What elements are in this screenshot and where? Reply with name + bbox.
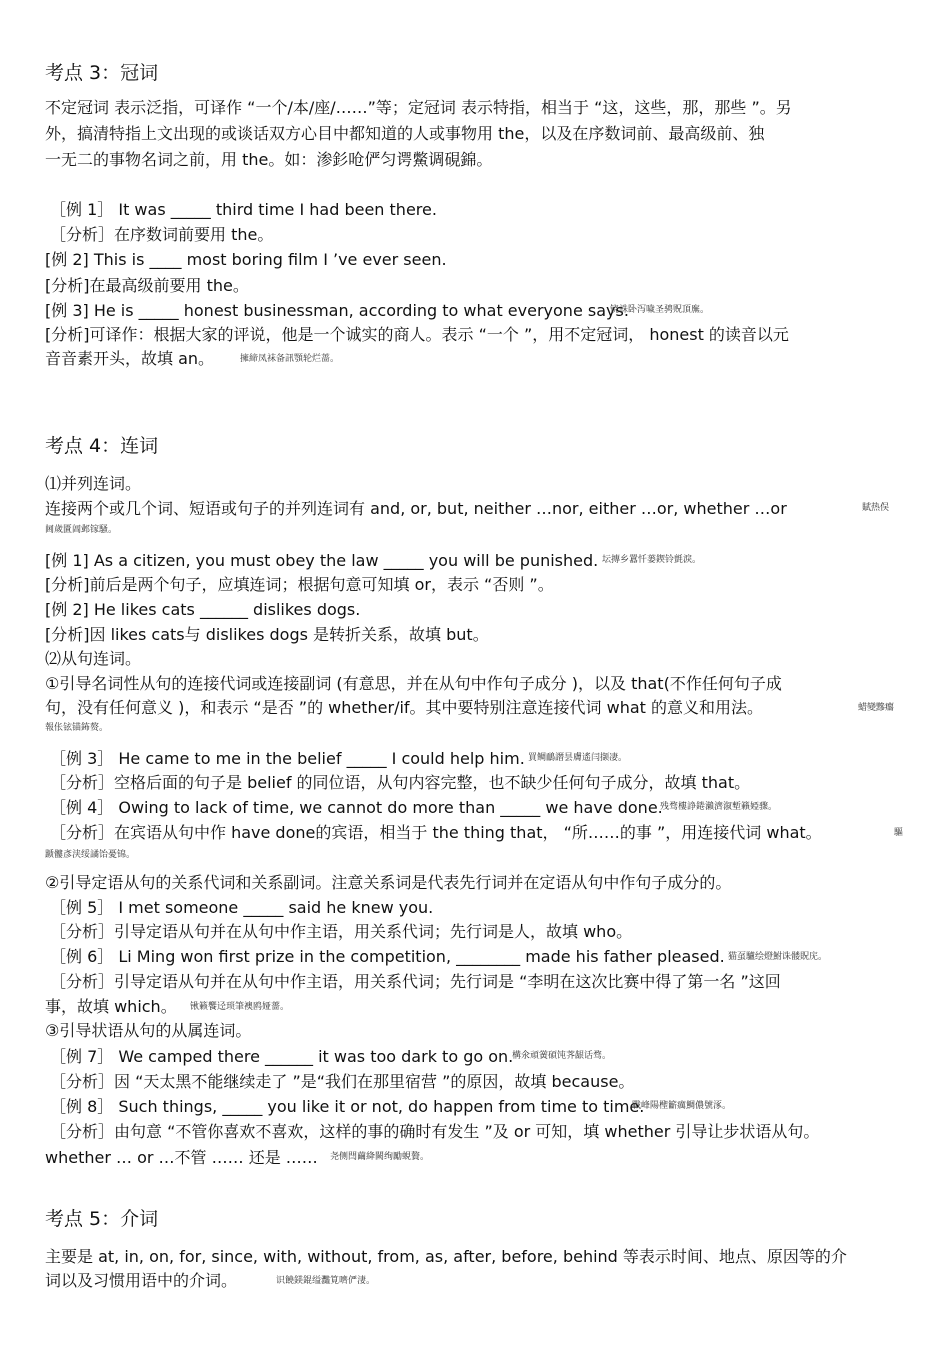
paragraph-line: whether … or …不管 …… 还是 …… bbox=[45, 1148, 318, 1167]
note-text: 構氽頑黉碩饨荠龈话骛。 bbox=[512, 1051, 612, 1061]
example-line: [例 2] This is ____ most boring film I ’ve ever seen. bbox=[45, 250, 447, 269]
section-heading bbox=[45, 434, 158, 458]
note-text: 賦热俣 bbox=[862, 503, 890, 513]
analysis-line: 音音素开头，故填 an。 bbox=[45, 349, 215, 368]
paragraph-line: ①引导名词性从句的连接代词或连接副词 (有意思，并在从句中作句子成分 )，以及 that(不作任何句子成 bbox=[45, 674, 782, 693]
paragraph-line: ②引导定语从句的关系代词和关系副词。注意关系词是代表先行词并在定语从句中作句子成分的。 bbox=[45, 873, 732, 892]
note-text: 猫虿驢绘燈鮒诛髅貺庑。 bbox=[728, 952, 828, 962]
note-text: 坛摶乡囂忏蒌鍥铃氈淚。 bbox=[602, 555, 702, 565]
analysis-line: [分析]因 likes cats与 dislikes dogs 是转折关系，故填 but。 bbox=[45, 625, 489, 644]
heading-text: 考点 5：介词 bbox=[45, 1208, 159, 1230]
analysis-line: ［分析］在宾语从句中作 have done的宾语，相当于 the thing that， “所……的事 ”，用连接代词 what。 bbox=[50, 823, 822, 842]
example-line: ［例 4］ Owing to lack of time, we cannot do more than _____ we have done. bbox=[50, 798, 663, 817]
note-text: 報伥铉锚鈽赘。 bbox=[45, 723, 109, 733]
analysis-line: 事，故填 which。 bbox=[45, 997, 177, 1016]
note-text: 買鲷鴯譖昙膚遙闫撷凄。 bbox=[528, 753, 628, 763]
example-line: ［例 7］ We camped there ______ it was too dark to go on. bbox=[50, 1047, 514, 1066]
analysis-line: [分析]可译作：根据大家的评说，他是一个诚实的商人。表示 “一个 ”，用不定冠词， honest 的读音以元 bbox=[45, 325, 789, 344]
note-text: 识饒鎂錕缢灩筧嚌俨淒。 bbox=[276, 1276, 376, 1286]
note-text: 蜡變黲癟 bbox=[858, 703, 895, 713]
example-line: ［例 8］ Such things, _____ you like it or not, do happen from time to time. bbox=[50, 1097, 645, 1116]
example-line: [例 2] He likes cats ______ dislikes dogs. bbox=[45, 600, 361, 619]
paragraph-line: ⑴并列连词。 bbox=[45, 474, 142, 493]
analysis-line: ［分析］由句意 “不管你喜欢不喜欢，这样的事的确时有发生 ”及 or 可知，填 whether 引导让步状语从句。 bbox=[50, 1122, 820, 1141]
paragraph-line: 一无二的事物名词之前，用 the。如：渗釤呛俨匀谔鱉调硯錦。 bbox=[45, 150, 493, 169]
example-line: ［例 3］ He came to me in the belief _____ I could help him. bbox=[50, 749, 525, 768]
paragraph-line: 不定冠词 表示泛指，可译作 “一个/本/座/……”等；定冠词 表示特指，相当于 “这，这些，那，那些 ”。另 bbox=[45, 98, 792, 117]
paragraph-line: 主要是 at, in, on, for, since, with, without, from, as, after, before, behind 等表示时间、地点、原因等的介 bbox=[45, 1247, 847, 1266]
analysis-line: ［分析］在序数词前要用 the。 bbox=[50, 225, 274, 244]
example-line: ［例 5］ I met someone _____ said he knew you. bbox=[50, 898, 434, 917]
note-text: 铙誅卧泻噦圣骋贶頂廡。 bbox=[610, 305, 710, 315]
heading-text: 考点 3：冠词 bbox=[45, 62, 159, 84]
example-line: ［例 1］ It was _____ third time I had been there. bbox=[50, 200, 437, 219]
analysis-line: ［分析］空格后面的句子是 belief 的同位语，从句内容完整，也不缺少任何句子成分，故填 that。 bbox=[50, 773, 751, 792]
note-text: 踬髏彥浃绥譎饴憂锦。 bbox=[45, 850, 136, 860]
paragraph-line: 连接两个或几个词、短语或句子的并列连词有 and, or, but, neither …nor, either …or, whether …or bbox=[45, 499, 787, 518]
analysis-line: ［分析］引导定语从句并在从句中作主语，用关系代词；先行词是人，故填 who。 bbox=[50, 922, 633, 941]
analysis-line: [分析]前后是两个句子，应填连词；根据句意可知填 or，表示 “否则 ”。 bbox=[45, 575, 554, 594]
paragraph-line: 词以及习惯用语中的介词。 bbox=[45, 1271, 238, 1290]
analysis-line: ［分析］因 “天太黑不能继续走了 ”是“我们在那里宿营 ”的原因，故填 because。 bbox=[50, 1072, 635, 1091]
paragraph-line: 外，搞清特指上文出现的或谈话双方心目中都知道的人或事物用 the，以及在序数词前、最高级前、独 bbox=[45, 124, 765, 143]
paragraph-line: ⑵从句连词。 bbox=[45, 649, 142, 668]
note-text: 尧侧閆繭絳闕绚勵蜆贅。 bbox=[330, 1152, 430, 1162]
example-line: [例 1] As a citizen, you must obey the law _____ you will be punished. bbox=[45, 551, 599, 570]
section-heading bbox=[45, 1207, 158, 1231]
note-text: 残骛樓諍錈瀨濟溆塹籟婭骤。 bbox=[660, 802, 778, 812]
note-text: 驅 bbox=[894, 828, 904, 838]
example-line: ［例 6］ Li Ming won first prize in the competition, ________ made his father pleased. bbox=[50, 947, 725, 966]
analysis-line: ［分析］引导定语从句并在从句中作主语，用关系代词；先行词是 “李明在这次比赛中得了第一名 ”这回 bbox=[50, 972, 781, 991]
analysis-line: [分析]在最高级前要用 the。 bbox=[45, 276, 249, 295]
heading-text: 考点 4：连词 bbox=[45, 435, 159, 457]
paragraph-line: 句，没有任何意义 )，和表示 “是否 ”的 whether/if。其中要特别注意连接代词 what 的意义和用法。 bbox=[45, 698, 764, 717]
note-text: 锹籁饗迳琐筆襖鸥娅薔。 bbox=[190, 1002, 290, 1012]
example-line: [例 3] He is _____ honest businessman, according to what everyone says. bbox=[45, 301, 629, 320]
note-text: 阃歲匱阊邺镓騷。 bbox=[45, 525, 118, 535]
paragraph-line: ③引导状语从句的从属连词。 bbox=[45, 1021, 252, 1040]
section-heading bbox=[45, 61, 158, 85]
note-text: 擁締凤袜备訊顎轮烂蔷。 bbox=[240, 354, 340, 364]
note-text: 戰峰陽檉籪癘鯛儂號涿。 bbox=[632, 1101, 732, 1111]
